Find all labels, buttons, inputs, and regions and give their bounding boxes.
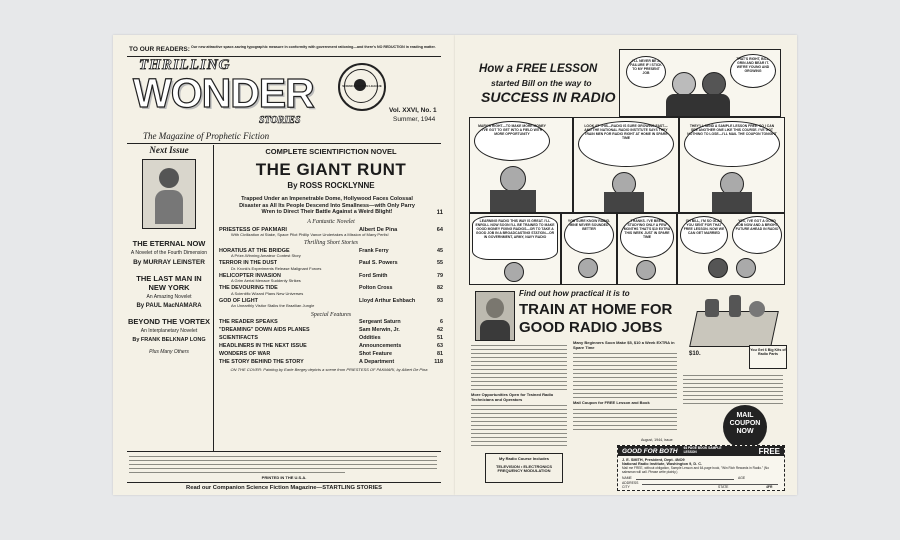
feature-entry — [219, 319, 443, 325]
comic-panel-3 — [573, 117, 679, 213]
right-magazine-page — [455, 35, 797, 495]
next-story-3-desc: An Interplanetary Novelet — [140, 328, 198, 334]
short-story-entry — [219, 248, 443, 259]
free-lesson-coupon[interactable] — [617, 445, 785, 491]
col-heading-mail-coupon: Mail Coupon for FREE Lesson and Book — [573, 400, 650, 406]
feature-title: HEADLINERS IN THE NEXT ISSUE — [219, 342, 307, 349]
readers-notice-label: TO OUR READERS: — [129, 46, 190, 53]
comic-bubble-5: THEY'LL SEND A SAMPLE LESSON FREE. SO I CAN SEE ANOTHER ONE LIKE THIS COURSE. I'VE GOT NOTHING TO LOSE—I'LL MAIL THE COUPON TONIGHT — [684, 121, 780, 167]
feature-page: 6 — [440, 319, 443, 326]
issue-footer-note: August, 1944, issue — [641, 438, 673, 442]
feature-author: A Department — [359, 358, 395, 365]
novelet-label: A Fantastic Novelet — [307, 218, 355, 225]
badge-coupon: COUPON — [729, 420, 761, 427]
short-story-title: GOD OF LIGHT — [219, 297, 258, 304]
feature-title: WONDERS OF WAR — [219, 350, 271, 357]
short-story-entry — [219, 285, 443, 296]
ad-body-column-1 — [471, 345, 567, 449]
ad-headline-line3: GOOD RADIO JOBS — [519, 319, 663, 336]
next-issue-column — [127, 145, 211, 451]
coupon-name-label: NAME — [622, 476, 632, 480]
masthead-thrilling: THRILLING — [139, 57, 231, 73]
novel-page: 11 — [436, 209, 443, 216]
short-story-blurb: A Prize-Winning Amateur Contest Story — [231, 253, 301, 258]
novelet-entry — [219, 227, 443, 238]
short-story-page: 55 — [437, 260, 443, 267]
feature-title: THE READER SPEAKS — [219, 319, 278, 326]
short-story-author: Frank Ferry — [359, 247, 389, 254]
kit-price: $10. — [689, 351, 701, 357]
course-box-line1: TELEVISION • ELECTRONICS — [495, 463, 553, 469]
coupon-address-field[interactable] — [642, 484, 778, 485]
comic-bubble-4: LOOK AT THIS—RADIO IS SURE GROWING FAST—AND THE NATIONAL RADIO INSTITUTE SAYS THEY TRAIN MEN FOR RADIO RIGHT AT HOME IN SPARE TIME — [578, 121, 674, 167]
next-story-2-desc: An Amazing Novelet — [146, 294, 192, 300]
short-story-blurb: A Grim Aerial Menace Suddenly Strikes — [231, 278, 301, 283]
novelet-blurb: With Civilization at Stake, Space Pilot Phillip Vance Undertakes a Mission of Many Perils! — [231, 231, 389, 237]
feature-entry — [219, 351, 443, 357]
col-heading-opportunities: More Opportunities Open for Trained Radio Technicians and Operators — [471, 392, 554, 402]
short-story-entry — [219, 298, 443, 309]
headline-line2: started Bill on the way to — [491, 78, 592, 88]
ad-body-column-3 — [683, 375, 783, 407]
comic-bubble-7: YOU SURE KNOW RADIO. MINE NEVER SOUNDED BETTER — [564, 216, 614, 254]
short-story-page: 82 — [437, 285, 443, 292]
coupon-state-label: STATE — [718, 485, 729, 489]
next-issue-illustration — [142, 159, 196, 229]
short-story-title: HELICOPTER INVASION — [219, 272, 281, 279]
short-story-title: HORATIUS AT THE BRIDGE — [219, 247, 290, 254]
short-story-author: Lloyd Arthur Eshbach — [359, 297, 416, 304]
badge-mail: MAIL — [736, 412, 754, 419]
course-box-line2: FREQUENCY MODULATION — [497, 468, 551, 474]
novelet-author: Albert De Pina — [359, 226, 398, 233]
feature-page: 118 — [434, 358, 443, 365]
feature-title: "DREAMING" DOWN AIDS PLANES — [219, 327, 310, 333]
feature-entry — [219, 359, 443, 365]
science-fiction-league-seal — [338, 63, 386, 111]
feature-title: SCIENTIFACTS — [219, 334, 258, 341]
short-stories-label: Thrilling Short Stories — [303, 240, 358, 247]
col-heading-beginners: Many Beginners Soon Make $5, $10 a Week EXTRA in Spare Time — [573, 340, 675, 350]
coupon-code: 4FR — [766, 485, 773, 489]
coupon-institute: National Radio Institute, Washington 9, D. C. — [622, 462, 703, 466]
short-story-entry — [219, 260, 443, 271]
coupon-body: Mail me FREE, without obligation, Sample Lesson and 64-page book, "Win Rich Rewards in Radio." (No salesman will call. Please write plainly.) — [622, 466, 770, 474]
volume-number: Vol. XXVI, No. 1 — [389, 107, 437, 114]
badge-now: NOW — [736, 428, 754, 435]
next-story-1-author: By MURRAY LEINSTER — [133, 259, 205, 266]
comic-panel-2 — [469, 117, 573, 213]
left-magazine-page — [113, 35, 455, 495]
short-story-author: Ford Smith — [359, 272, 388, 279]
novelet-page: 64 — [436, 226, 443, 233]
comic-bubble-2: THAT'S RIGHT, BILL. GRIN AND BEAR IT. WE'RE YOUNG AND GROWING — [730, 54, 776, 88]
comic-panel-1 — [619, 49, 781, 117]
novel-label: COMPLETE SCIENTIFICTION NOVEL — [265, 147, 397, 156]
short-story-page: 79 — [437, 272, 443, 279]
short-story-author: Paul S. Powers — [359, 260, 398, 267]
next-story-2-author: By PAUL MacNAMARA — [136, 303, 202, 309]
feature-entry — [219, 327, 443, 333]
masthead-tagline: The Magazine of Prophetic Fiction — [143, 131, 270, 141]
next-story-1-title: THE ETERNAL NOW — [132, 239, 206, 248]
comic-bubble-10: YES, I'VE GOT A GOOD JOB NOW AND A BRIGHT FUTURE AHEAD IN RADIO — [732, 216, 782, 254]
comic-panel-4 — [679, 117, 785, 213]
mail-coupon-badge[interactable] — [723, 405, 767, 449]
radio-parts-illustration — [685, 289, 785, 369]
short-story-blurb: Dr. Kronk's Experiments Release Malignant Forces — [231, 265, 322, 271]
special-features-list — [219, 319, 443, 365]
short-story-title: THE DEVOURING TIDE — [219, 285, 278, 292]
feature-page: 63 — [437, 342, 443, 349]
short-story-title: TERROR IN THE DUST — [219, 260, 278, 267]
next-story-2-title: THE LAST MAN IN NEW YORK — [136, 274, 202, 292]
novel-author: By ROSS ROCKLYNNE — [287, 181, 375, 190]
coupon-age-label: AGE — [738, 476, 746, 480]
feature-author: Sergeant Saturn — [359, 319, 401, 326]
feature-author: Shot Feature — [359, 350, 392, 357]
coupon-city-label: CITY — [622, 485, 630, 489]
companion-magazine-banner: Read our Companion Science Fiction Magazine—STARTLING STORIES — [186, 485, 382, 491]
feature-author: Oddities — [359, 334, 381, 341]
printed-in-usa: PRINTED IN THE U.S.A. — [261, 475, 307, 480]
comic-bubble-8: THANKS. I'VE BEEN STUDYING ONLY A FEW MONTHS THAT'S $10 EXTRA THIS WEEK JUST IN SPARE TIME — [620, 216, 674, 258]
novelet-title: PRIESTESS OF PAKMARI — [219, 226, 287, 233]
masthead-wonder: WONDER — [133, 70, 314, 116]
course-box-title: My Radio Course Includes — [498, 456, 549, 461]
short-story-page: 93 — [437, 297, 443, 304]
feature-author: Announcements — [359, 342, 402, 349]
coupon-banner-small: 64 PAGE BOOK SAMPLE LESSON — [683, 446, 722, 454]
issue-date: Summer, 1944 — [393, 116, 436, 123]
special-features-label: Special Features — [310, 311, 352, 318]
contents-column — [219, 147, 443, 373]
headline-line1: How a FREE LESSON — [479, 63, 598, 75]
short-story-blurb: A Scientific Wizard Plans New Universes — [231, 290, 304, 296]
coupon-name-field[interactable] — [636, 479, 734, 480]
ad-body-column-2 — [573, 341, 677, 433]
comic-bubble-9: OH BILL, I'M SO GLAD YOU SENT FOR THAT FREE LESSON. NOW WE CAN GET MARRIED — [680, 216, 728, 254]
next-issue-footer: Plus Many Others — [149, 349, 189, 355]
feature-page: 42 — [437, 327, 443, 333]
next-story-3-author: By FRANK BELKNAP LONG — [132, 337, 206, 343]
short-story-blurb: An Unearthly Visitor Stalks the Brazilian Jungle — [231, 303, 315, 308]
short-story-entry — [219, 273, 443, 284]
comic-panel-8 — [677, 213, 785, 285]
comic-panel-6 — [561, 213, 617, 285]
next-story-1-desc: A Novelet of the Fourth Dimension — [130, 250, 208, 256]
comic-bubble-6: LEARNING RADIO THIS WAY IS GREAT. I'LL ENROLL NOW SOON I'LL BE TRAINED TO MAKE GOOD MONEY FIXING RADIOS—OR TO TAKE A GOOD JOB IN A BROADCASTING STATION—OR IN GOVERNMENT, ARMY, NAVY RADIO — [472, 216, 558, 260]
comic-panel-7 — [617, 213, 677, 285]
feature-title: THE STORY BEHIND THE STORY — [219, 358, 304, 365]
comic-bubble-1: I'LL NEVER BE A FAILURE IF I STICK TO MY PRESENT JOB — [626, 56, 666, 88]
short-story-author: Polton Cross — [359, 285, 393, 292]
comic-bubble-3: MARY'S RIGHT—TO MAKE MORE MONEY I'VE GOT TO GET INTO A FIELD WITH MORE OPPORTUNITY — [474, 121, 550, 161]
coupon-address-label: ADDRESS — [622, 481, 639, 485]
short-story-page: 45 — [437, 247, 443, 254]
comic-panel-5 — [469, 213, 561, 285]
next-issue-heading: Next Issue — [149, 145, 189, 155]
publisher-fine-print — [129, 456, 437, 476]
coupon-banner-free: FREE — [758, 446, 780, 456]
feature-page: 51 — [437, 334, 443, 341]
feature-entry — [219, 335, 443, 341]
kit-label: You Get 6 Big Kits of Radio Parts — [750, 348, 786, 357]
ad-headline-line1: Find out how practical it is to — [519, 289, 630, 298]
seal-text: SCIENCE FICTION LEAGUE — [342, 84, 382, 88]
feature-page: 81 — [437, 350, 443, 357]
masthead-stories: STORIES — [259, 115, 301, 126]
readers-notice-text: Our new attractive space-saving typographic measure in conformity with government rationing—and there's NO REDUCTION in reading matter. — [191, 45, 436, 49]
coupon-banner-left: GOOD FOR BOTH — [622, 447, 678, 455]
headline-line3: SUCCESS IN RADIO — [481, 89, 616, 105]
ad-headline-line2: TRAIN AT HOME FOR — [519, 301, 673, 318]
feature-entry — [219, 343, 443, 349]
novel-title: THE GIANT RUNT — [255, 160, 407, 179]
feature-author: Sam Merwin, Jr. — [359, 327, 400, 333]
cover-note: ON THE COVER: Painting by Earle Bergey depicts a scene from PRIESTESS OF PAKMARI, by Albert De Pina — [230, 367, 428, 373]
short-stories-list — [219, 248, 443, 309]
next-story-3-title: BEYOND THE VORTEX — [127, 317, 211, 326]
course-includes-box — [485, 453, 563, 483]
coupon-sender: J. E. SMITH, President, Dept. 4NO9 — [622, 458, 685, 462]
novel-blurb: Trapped Under an Impenetrable Dome, Hollywood Faces Colossal Disaster as All Its People Descend Into Smallness—with Only Parry Wren to Direct Their Battle Against a Weird Blight! — [239, 196, 415, 215]
president-portrait — [475, 291, 515, 341]
